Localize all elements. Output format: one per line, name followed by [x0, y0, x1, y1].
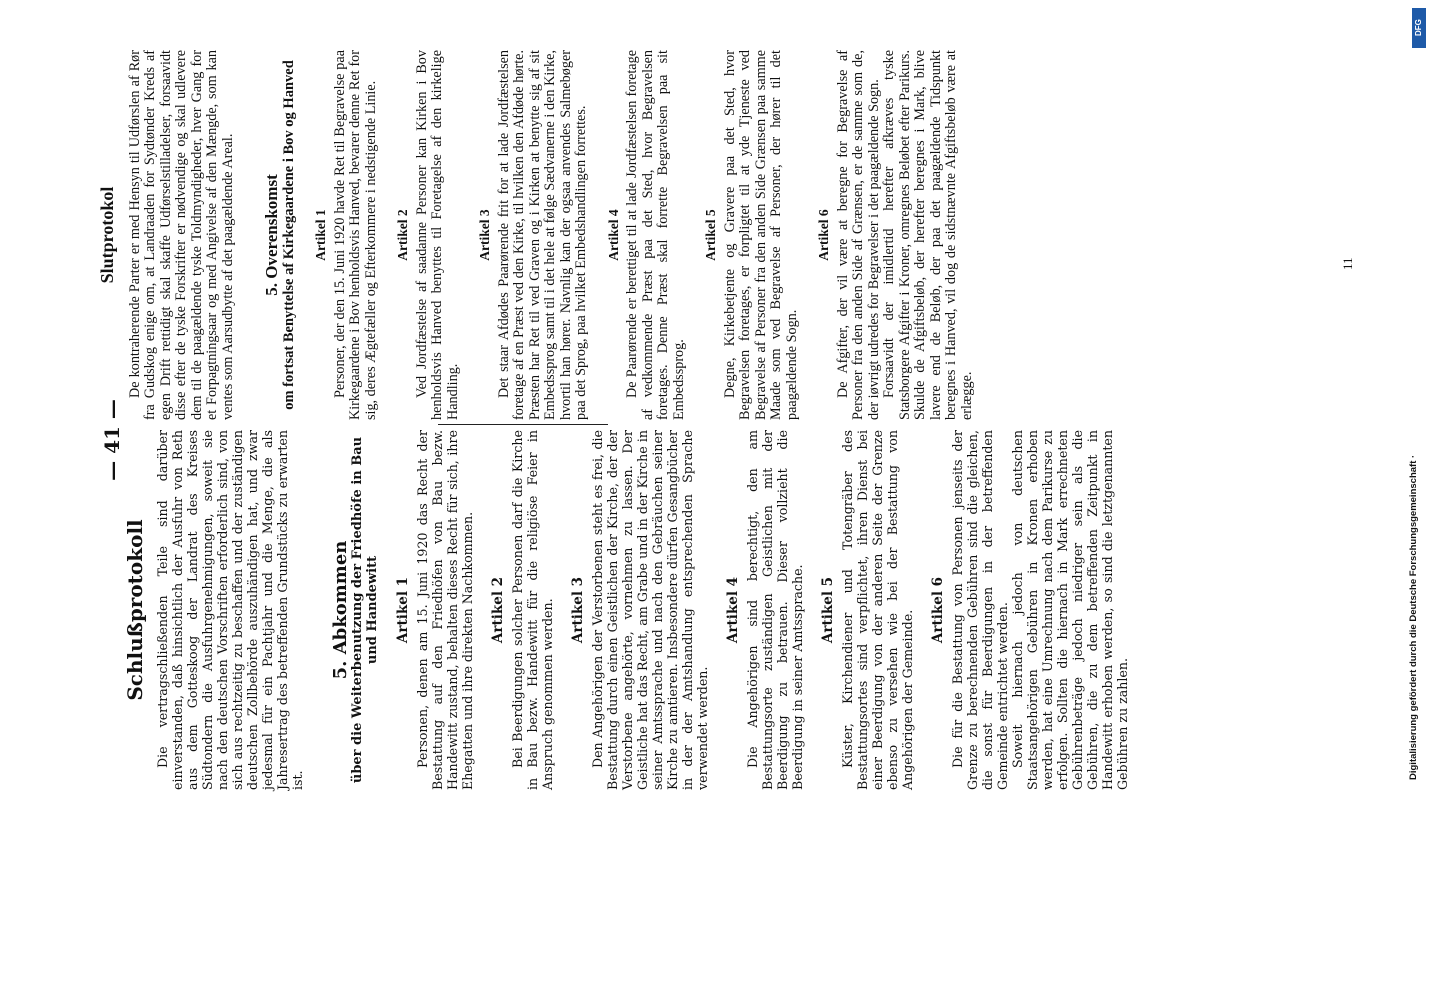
german-article-4-label: Artikel 4 — [725, 576, 741, 644]
danish-article-2-label: Artikel 2 — [395, 209, 410, 261]
german-article-5-text: Küster, Kirchendiener und Totengräber des Bestattungsortes sind verpflichtet, ihren Dienst bei einer Beerdigung von der anderen Seite der Grenze ebenso zu versehen wie bei der Bestattung von Angehörigen der Gemeinde. — [840, 430, 915, 790]
danish-article-1-text: Personer, der den 15. Juni 1920 havde Ret til Begravelse paa Kirkegaardene i Bov henholdsvis Hanved, bevarer denne Ret for sig, deres Ægtefæller og Efterkommere i nedstigende Linie. — [331, 50, 379, 420]
german-intro: Die vertragschließenden Teile sind darüber einverstanden, daß hinsichtlich der Ausfuhr von Reth aus dem Gotteskoog der Landrat des Kreises Südtondern die Ausfuhrgenehmigungen, soweit sie nach den deutschen Vorschriften erforderlich sind, von sich aus rechtzeitig zu beschaffen und der zuständigen deutschen Zollbehörde auszuhändigen hat, und zwar jedesmal für ein Pachtjahr und die Menge, die als Jahresertrag des betreffenden Grundstücks zu erwarten ist. — [155, 430, 305, 790]
german-article-1-text: Personen, denen am 15. Juni 1920 das Recht der Bestattung auf den Friedhöfen von Bau bezw. Handewitt zustand, behalten dieses Recht für sich, ihre Ehegatten und ihre direkten Nachkommen. — [415, 430, 475, 790]
danish-article-1-label: Artikel 1 — [313, 209, 328, 261]
danish-article-4-label: Artikel 4 — [605, 209, 621, 261]
danish-article-6-label: Artikel 6 — [816, 209, 831, 261]
german-article-5-label: Artikel 5 — [820, 576, 836, 644]
danish-column — [97, 50, 975, 420]
german-article-3-text: Den Angehörigen der Verstorbenen steht es frei, die Bestattung durch einen Geistlichen der Kirche, der der Verstorbene angehörte, vornehmen zu lassen. Der Geistliche hat das Recht, am Grabe und in der Kirche in seiner Amtssprache und nach den Gebräuchen seiner Kirche zu amtieren. Insbesondere dürfen Gesangbücher in der der Amtshandlung entsprechenden Sprache verwendet werden. — [590, 430, 710, 790]
danish-article-3-text: Det staar Afdødes Paarørende frit for at lade Jordfæstelsen foretage af en Præst ved den Kirke, til hvilken den Afdøde hørte. Præsten har Ret til ved Graven og i Kirken at benytte sig af sit Embedssprog samt til i det hele at følge Sædvanerne i den Kirke, hvortil han hører. Navnlig kan der ogsaa anvendes Salmebøger paa det Sprog, paa hvilket Embedshandlingen forrettes. — [495, 50, 589, 420]
german-article-2-text: Bei Beerdigungen solcher Personen darf die Kirche in Bau bezw. Handewitt für die religiöse Feier in Anspruch genommen werden. — [510, 430, 555, 790]
german-article-6-text: Die für die Bestattung von Personen jenseits der Grenze zu berechnenden Gebühren sind die gleichen, die sonst für Beerdigungen in der betreffenden Gemeinde entrichtet werden. — [950, 430, 1010, 790]
danish-article-3-label: Artikel 3 — [477, 209, 492, 261]
danish-section-subtitle: om fortsat Benyttelse af Kirkegaardene i Bov og Hanved — [280, 60, 297, 410]
german-article-2-label: Artikel 2 — [490, 576, 506, 644]
danish-section-title: 5. Overenskomst — [262, 174, 281, 296]
dfg-funding-notice: Digitalisierung gefördert durch die Deutsche Forschungsgemeinschaft · — [1408, 454, 1419, 780]
german-title: Schlußprotokoll — [123, 519, 147, 701]
german-article-1-label: Artikel 1 — [395, 576, 411, 644]
danish-article-2-text: Ved Jordfæstelse af saadanne Personer kan Kirken i Bov henholdsvis Hanved benyttes til Foretagelse af den kirkelige Handling. — [413, 50, 461, 420]
danish-title: Slutprotokol — [97, 186, 117, 284]
danish-intro: De kontraherende Parter er med Hensyn til Udførslen af Rør fra Gudskog enige om, at Landraaden for Sydtønder Kreds af egen Drift rettidigt skal skaffe Udførselstilladelser, forsaavidt disse efter de tyske Forskrifter er nødvendige og skal udlevere dem til de paagældende tyske Toldmyndigheder, hver Gang for et Forpagtningsaar og med Angivelse af den Mængde, som kan ventes som Aarsudbytte af det paagældende Areal. — [126, 50, 236, 420]
danish-article-6-text-2: Forsaavidt der imidlertid herefter afkræves tyske Statsborgere Afgifter i Kroner, omregnes Beløbet efter Parikurs. Skulde de Afgiftsbeløb, der herefter beregnes i Mark, blive lavere end de Beløb, der paa det paagældende Tidspunkt beregnes i Hanved, vil dog de sidstnævnte Afgiftsbeløb være at erlægge. — [881, 50, 975, 420]
danish-article-5-text: Degne, Kirkebetjente og Gravere paa det Sted, hvor Begravelsen foretages, er forpligtet til at yde Tjeneste ved Begravelse af Personer fra den anden Side Grænsen paa samme Maade som ved Begravelse af Personer, der hører til det paagældende Sogn. — [721, 50, 800, 420]
footer-page-number: 11 — [1340, 257, 1355, 270]
column-divider — [438, 424, 608, 425]
german-section-subtitle: über die Weiterbenutzung der Friedhöfe in Bau und Handewitt — [350, 436, 380, 784]
page-number-header: — 41 — — [100, 399, 124, 481]
dfg-sidebar — [1408, 0, 1426, 1000]
danish-article-6-text: De Afgifter, der vil være at beregne for Begravelse af Personer fra den anden Side af Grænsen, er de samme som de, der iøvrigt udredes for Begravelser i det paagældende Sogn. — [834, 50, 882, 420]
german-article-3-label: Artikel 3 — [570, 576, 586, 644]
german-article-6-label: Artikel 6 — [930, 576, 946, 644]
german-section-title: 5. Abkommen — [330, 540, 351, 680]
german-article-6-text-2: Soweit hiernach jedoch von deutschen Staatsangehörigen Gebühren in Kronen erhoben werden, hat eine Umrechnung nach dem Parikurse zu erfolgen. Sollten die hiernach in Mark errechneten Gebührenbeträge jedoch niedriger sein als die Gebühren, die zu dem betreffenden Zeitpunkt in Handewitt erhoben werden, so sind die letztgenannten Gebühren zu zahlen. — [1010, 430, 1130, 790]
german-column — [123, 430, 1130, 790]
german-article-4-text: Die Angehörigen sind berechtigt, den am Bestattungsorte zuständigen Geistlichen mit der Beerdigung zu betrauen. Dieser vollzieht die Beerdigung in seiner Amtssprache. — [745, 430, 805, 790]
danish-article-5-label: Artikel 5 — [703, 209, 718, 261]
dfg-logo: DFG — [1412, 8, 1426, 48]
danish-article-4-text: De Paarørende er berettiget til at lade Jordfæstelsen foretage af vedkommende Præst paa det Sted, hvor Begravelsen foretages. Denne Præst skal forrette Begravelsen paa sit Embedssprog. — [624, 50, 687, 420]
